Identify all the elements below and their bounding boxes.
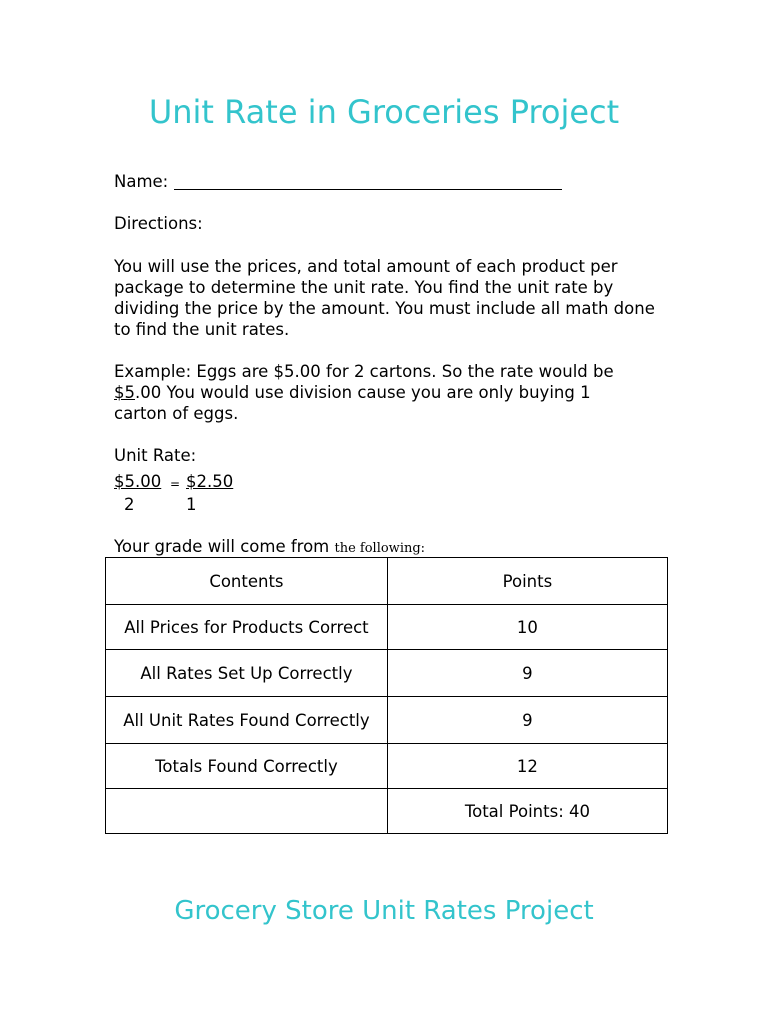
page-title: Unit Rate in Groceries Project: [148, 93, 620, 131]
header-contents: Contents: [106, 558, 388, 605]
grade-intro-text: Your grade will come from: [114, 537, 330, 556]
table-header-row: [106, 558, 668, 605]
directions-label: Directions:: [114, 214, 203, 233]
example-line-2: .00 You would use division cause you are only buying 1: [135, 383, 591, 402]
header-points: Points: [387, 558, 667, 605]
table-row: [106, 744, 668, 789]
grade-intro-small: the following:: [334, 541, 426, 556]
left-denominator: 2: [124, 495, 135, 514]
row-points: 9: [387, 650, 667, 697]
example-line-3: carton of eggs.: [114, 404, 239, 423]
unit-rate-label: Unit Rate:: [114, 446, 197, 465]
row-points: 12: [387, 744, 667, 789]
table-row: [106, 605, 668, 650]
example-underlined-price: $5: [114, 383, 135, 402]
table-row: [106, 697, 668, 744]
name-blank-line: [174, 171, 562, 190]
row-contents: Totals Found Correctly: [106, 744, 388, 789]
name-line: [114, 171, 674, 192]
equals-sign: =: [170, 477, 181, 491]
right-denominator: 1: [186, 495, 197, 514]
row-contents-empty: [106, 789, 388, 834]
example-paragraph: [114, 361, 674, 424]
name-label: Name:: [114, 172, 169, 191]
grading-rubric-table: [105, 557, 668, 834]
left-numerator: $5.00: [114, 472, 162, 491]
footer-title: Grocery Store Unit Rates Project: [174, 896, 594, 926]
table-total-row: [106, 789, 668, 834]
right-numerator: $2.50: [186, 472, 234, 491]
total-points: Total Points: 40: [387, 789, 667, 834]
row-contents: All Rates Set Up Correctly: [106, 650, 388, 697]
directions-paragraph: You will use the prices, and total amount of each product per package to determine the unit rate. You find the unit rate by dividing the price by the amount. You must include all math done to find the unit rates.: [114, 257, 655, 339]
row-points: 9: [387, 697, 667, 744]
row-points: 10: [387, 605, 667, 650]
grade-intro: [114, 536, 425, 559]
table-row: [106, 650, 668, 697]
example-line-1: Example: Eggs are $5.00 for 2 cartons. So the rate would be: [114, 362, 614, 381]
row-contents: All Unit Rates Found Correctly: [106, 697, 388, 744]
row-contents: All Prices for Products Correct: [106, 605, 388, 650]
